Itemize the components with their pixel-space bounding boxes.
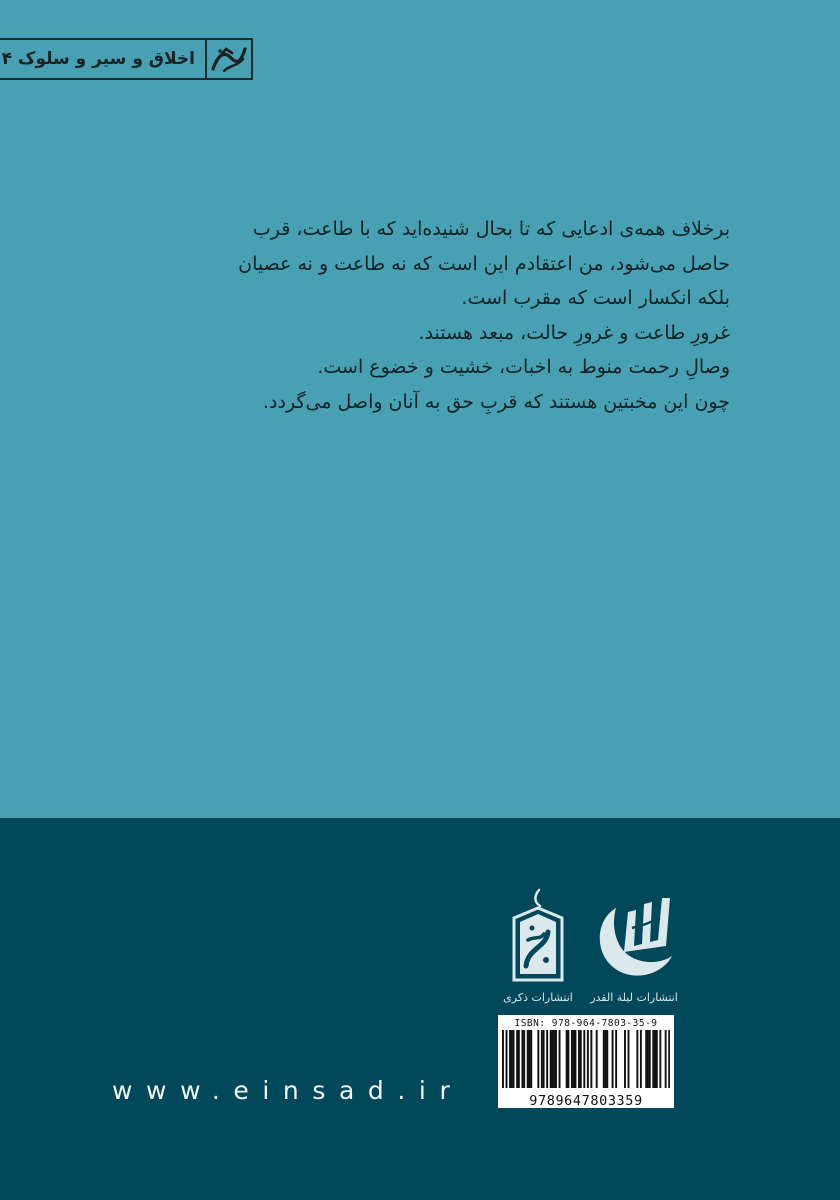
barcode-bar bbox=[606, 1030, 608, 1088]
barcode-bar bbox=[615, 1030, 617, 1088]
barcode-bar bbox=[523, 1030, 525, 1088]
barcode-bar bbox=[649, 1030, 651, 1088]
isbn-label: ISBN: 978-964-7803-35-9 bbox=[514, 1018, 658, 1029]
barcode-bar bbox=[605, 1030, 607, 1088]
laylat-caption: انتشارات لیلة القدر bbox=[590, 991, 678, 1004]
barcode-bar bbox=[516, 1030, 518, 1088]
isbn-barcode bbox=[498, 1015, 674, 1108]
barcode-bar bbox=[506, 1030, 508, 1088]
barcode-bar bbox=[537, 1030, 539, 1088]
blurb-line: بلکه انکسار است که مقرب است. bbox=[461, 287, 730, 309]
barcode-bar bbox=[541, 1030, 543, 1088]
blurb-line: چون این مخبتین هستند که قربِ حق به آنان واصل می‌گردد. bbox=[263, 390, 730, 413]
barcode-bar bbox=[590, 1030, 592, 1088]
blurb-line: وصالِ رحمت منوط به اخبات، خشیت و خضوع است. bbox=[317, 356, 730, 378]
barcode-bar bbox=[583, 1030, 585, 1088]
barcode-bar bbox=[502, 1030, 504, 1088]
blurb-line: حاصل می‌شود، من اعتقادم این است که نه طاعت و نه عصیان bbox=[238, 252, 730, 275]
barcode-bar bbox=[521, 1030, 523, 1088]
barcode-bar bbox=[645, 1030, 647, 1088]
barcode-bar bbox=[668, 1030, 670, 1088]
barcode-bar bbox=[511, 1030, 513, 1088]
barcode-bar bbox=[566, 1030, 568, 1088]
crescent-moon-logo-icon bbox=[586, 888, 682, 984]
barcode-bar bbox=[567, 1030, 569, 1088]
series-label-box bbox=[0, 38, 253, 80]
website-url[interactable]: www.einsad.ir bbox=[112, 1076, 464, 1105]
barcode-bar bbox=[529, 1030, 531, 1088]
publisher-calligraphy-logo-icon bbox=[210, 43, 248, 75]
zekri-calligraphy-logo-icon bbox=[506, 888, 570, 984]
barcode-bar bbox=[580, 1030, 582, 1088]
barcode-bar bbox=[550, 1030, 552, 1088]
barcode-bar bbox=[578, 1030, 580, 1088]
barcode-bar bbox=[571, 1030, 573, 1088]
barcode-bar bbox=[553, 1030, 555, 1088]
barcode-bar bbox=[654, 1030, 656, 1088]
blurb-line: غرورِ طاعت و غرورِ حالت، مبعد هستند. bbox=[418, 321, 730, 344]
barcode-bar bbox=[546, 1030, 548, 1088]
publisher-zekri bbox=[498, 888, 578, 1004]
barcode-bar bbox=[656, 1030, 658, 1088]
barcode-digits: 9789647803359 bbox=[529, 1093, 643, 1109]
back-cover-blurb bbox=[110, 212, 730, 419]
barcode-bar bbox=[640, 1030, 642, 1088]
barcode-bar bbox=[587, 1030, 589, 1088]
barcode-bar bbox=[596, 1030, 598, 1088]
barcode-bar bbox=[555, 1030, 557, 1088]
barcode-bar bbox=[612, 1030, 614, 1088]
barcode-bar bbox=[575, 1030, 577, 1088]
series-title: اخلاق و سیر و سلوک ۴ bbox=[1, 49, 195, 69]
blurb-line: برخلاف همه‌ی ادعایی که تا بحال شنیده‌اید که با طاعت، قرب bbox=[252, 218, 730, 240]
barcode-bar bbox=[509, 1030, 511, 1088]
barcode-bar bbox=[636, 1030, 638, 1088]
barcode-bars bbox=[502, 1030, 670, 1088]
barcode-bar bbox=[652, 1030, 654, 1088]
barcode-bar bbox=[624, 1030, 626, 1088]
series-logo-cell bbox=[205, 40, 251, 78]
barcode-bar bbox=[552, 1030, 554, 1088]
barcode-bar bbox=[665, 1030, 667, 1088]
zekri-caption: انتشارات ذکری bbox=[503, 991, 573, 1004]
publisher-laylat-alqadr bbox=[586, 888, 682, 1004]
barcode-bar bbox=[659, 1030, 661, 1088]
barcode-bar bbox=[518, 1030, 520, 1088]
barcode-bar bbox=[530, 1030, 532, 1088]
barcode-bar bbox=[513, 1030, 515, 1088]
barcode-bar bbox=[559, 1030, 561, 1088]
barcode-bar bbox=[573, 1030, 575, 1088]
cover-bottom-panel bbox=[0, 818, 840, 1200]
barcode-bar bbox=[628, 1030, 630, 1088]
barcode-bar bbox=[603, 1030, 605, 1088]
barcode-bar bbox=[527, 1030, 529, 1088]
barcode-bar bbox=[647, 1030, 649, 1088]
barcode-bar bbox=[543, 1030, 545, 1088]
